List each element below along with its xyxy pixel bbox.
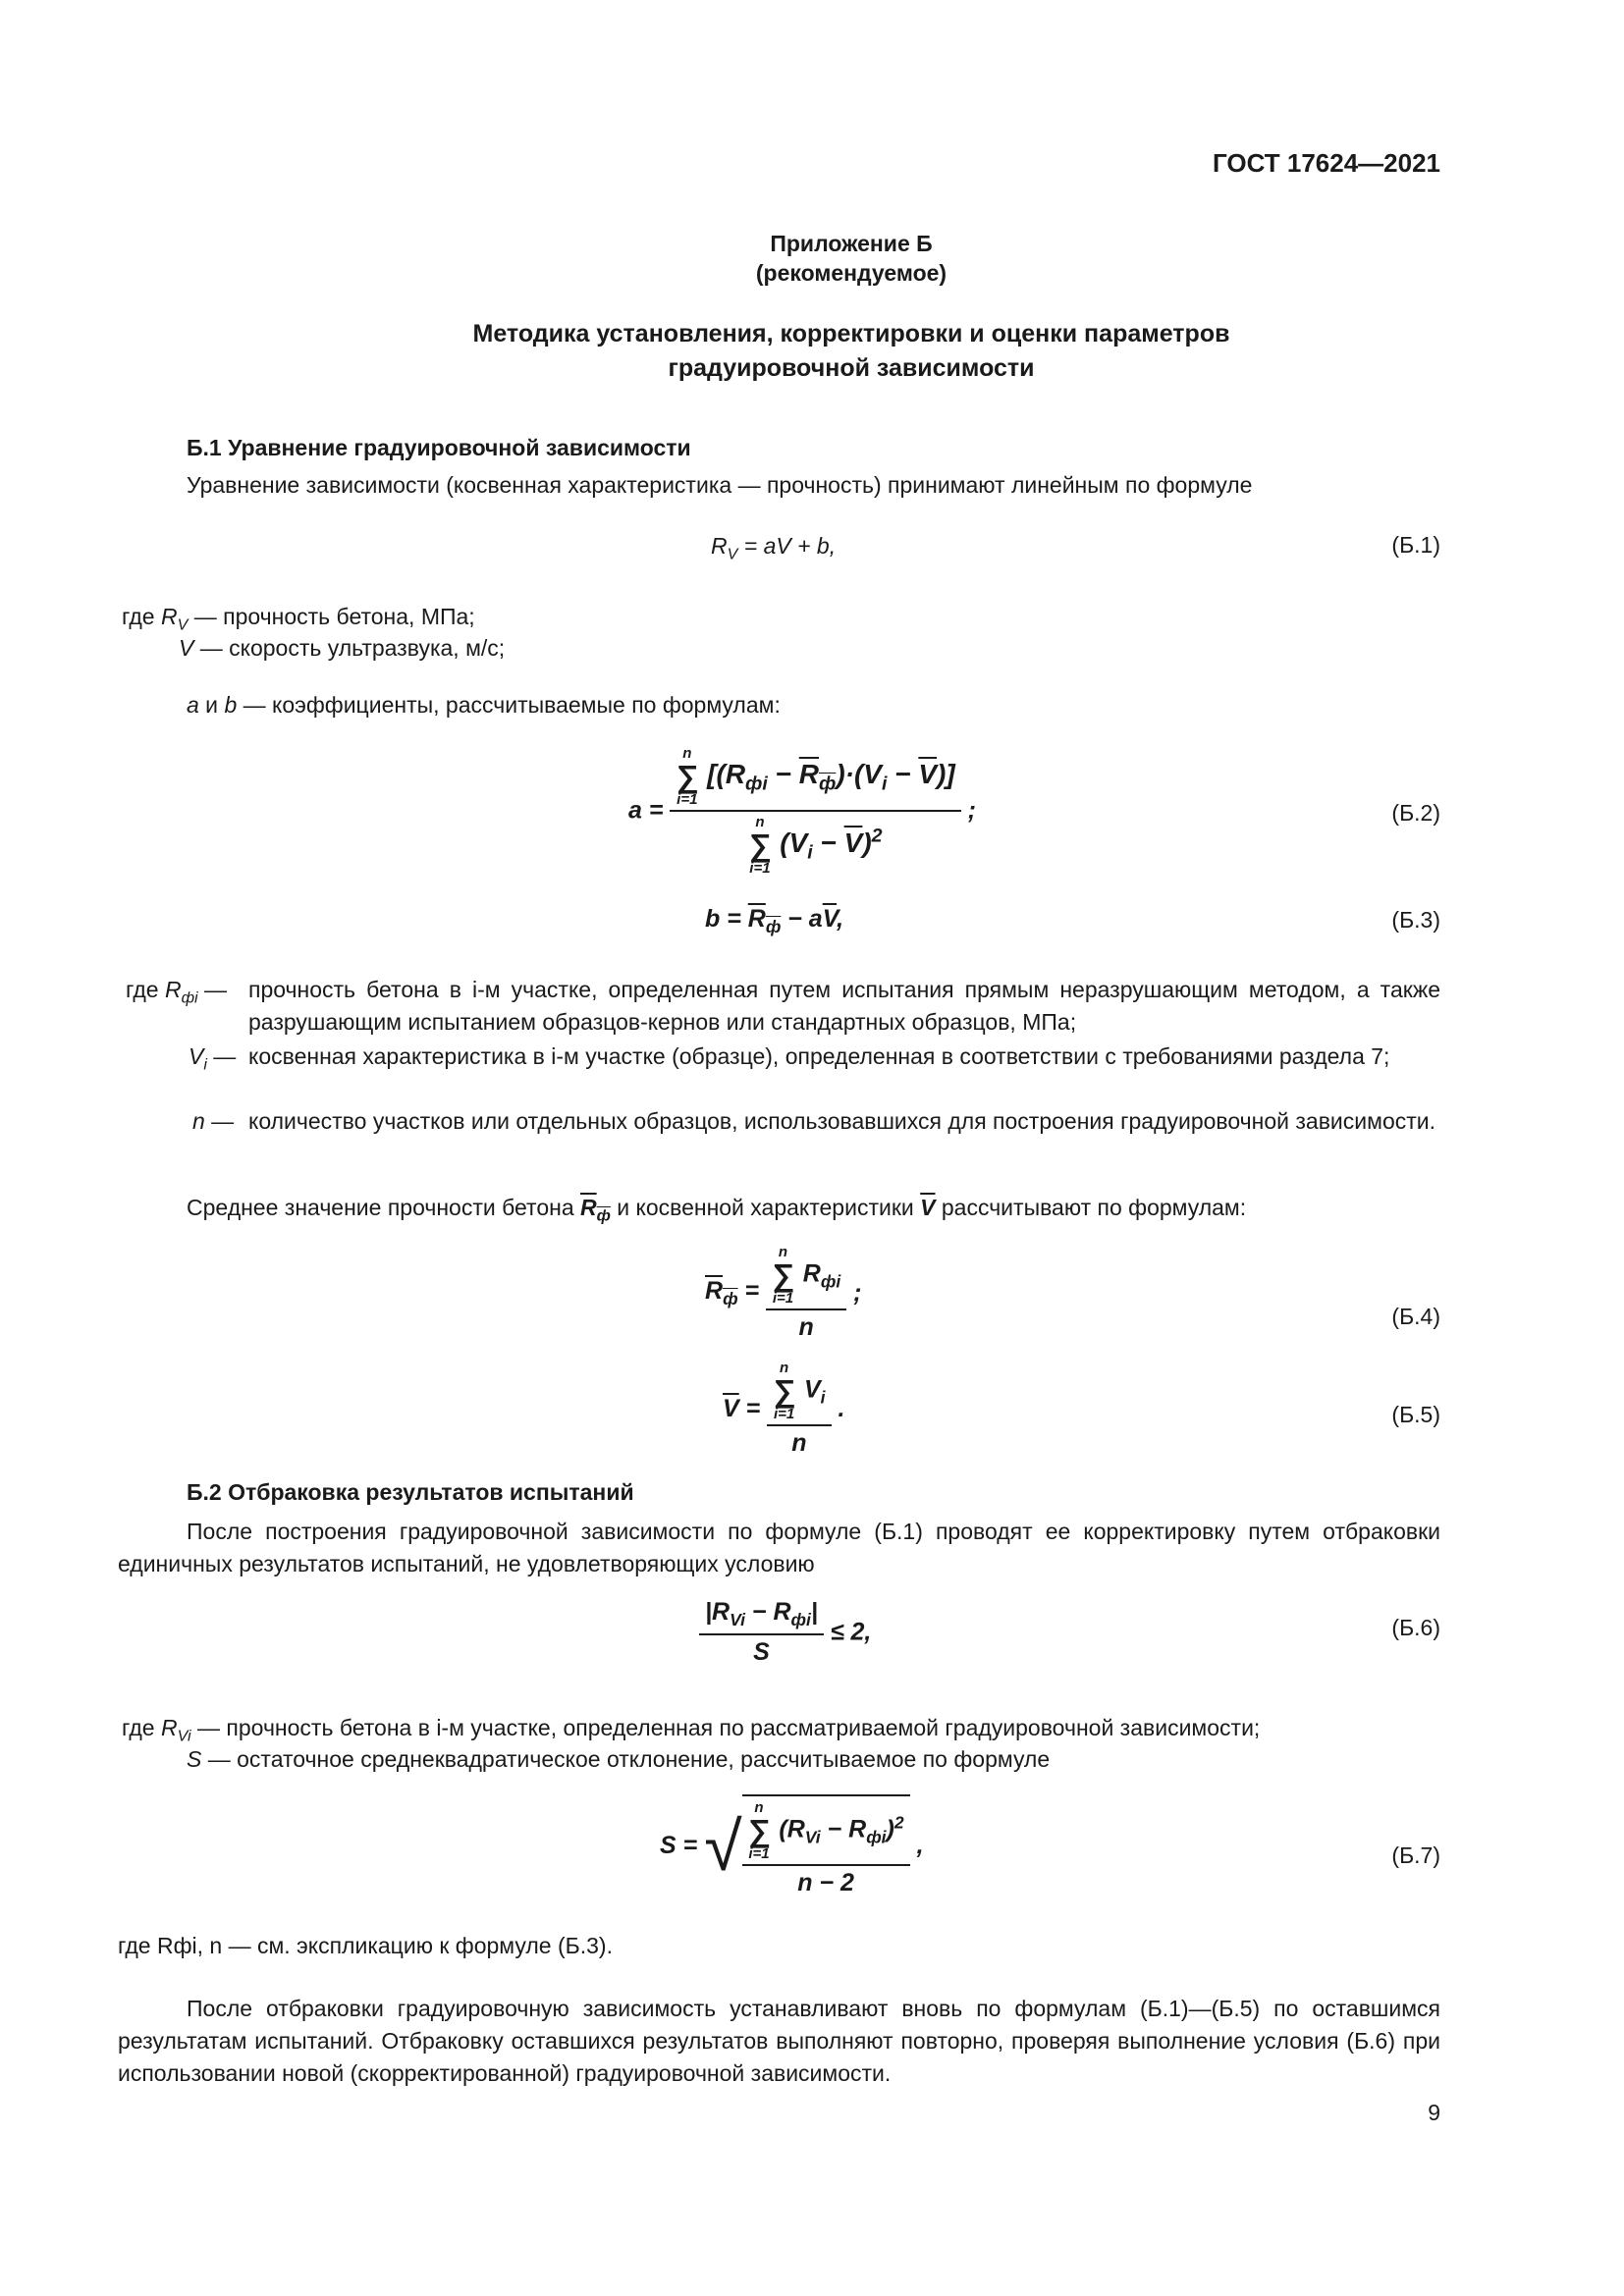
definition-vi-symbol: $V_i$ — bbox=[189, 1043, 237, 1074]
definition-rfi-text: прочность бетона в i-м участке, определенная путем испытания прямым неразрушающим методом, а также разрушающим испытанием образцов-кернов или стандартных образцов, МПа; bbox=[248, 977, 1440, 1035]
appendix-heading-line2: градуировочной зависимости bbox=[668, 354, 1035, 382]
equation-b3: $b = \overline{R}_ф - a\overline{V}$, bbox=[705, 905, 844, 936]
equation-number-b7: (Б.7) bbox=[1391, 1842, 1440, 1868]
definition-s: S — остаточное среднеквадратическое отклонение, рассчитываемое по формуле bbox=[187, 1746, 1051, 1772]
section-b1-title: Б.1 Уравнение градуировочной зависимости bbox=[187, 435, 691, 460]
mean-values-line: Среднее значение прочности бетона $\overline{R}_ф$ и косвенной характеристики $\overline{V}$ рассчитывают по формулам: bbox=[187, 1195, 1247, 1225]
coefficients-line: a и b — коэффициенты, рассчитываемые по формулам: bbox=[187, 692, 781, 718]
final-paragraph: После отбраковки градуировочную зависимость устанавливают вновь по формулам (Б.1)—(Б.5) по оставшимся результатам испытаний. Отбраковку оставшихся результатов выполняют повторно, проверяя выполнение условия (Б.6) при использовании новой (скорректированной) градуировочной зависимости. bbox=[118, 1996, 1440, 2086]
equation-number-b2: (Б.2) bbox=[1391, 800, 1440, 826]
equation-b5: $\overline{V}$ = n ∑ i=1 $V_i$ n . bbox=[723, 1360, 845, 1457]
equation-b7: S = √ n ∑ i=1 $(R_{Vi} - R_{фi})^2$ n − 2 , bbox=[660, 1794, 924, 1897]
equation-number-b4: (Б.4) bbox=[1391, 1304, 1440, 1329]
appendix-title: Приложение Б bbox=[770, 231, 933, 256]
standard-number: ГОСТ 17624—2021 bbox=[1213, 148, 1440, 178]
page-number: 9 bbox=[1428, 2100, 1440, 2125]
definition-rv: где $R_V$ — прочность бетона, МПа; bbox=[122, 604, 475, 634]
equation-b2: a = n ∑ i=1 $[(R_{фi} - \overline{R}_ф)\cdot(V_i - \overline{V})]$ n ∑ i=1 $(V_i - \overline{V})^2$ ; bbox=[628, 745, 976, 877]
equation-b4: $\overline{R}_ф$ = n ∑ i=1 $R_{фi}$ n ; bbox=[705, 1244, 862, 1341]
definition-vi-text: косвенная характеристика в i-м участке (образце), определенная в соответствии с требованиями раздела 7; bbox=[248, 1043, 1390, 1069]
equation-number-b6: (Б.6) bbox=[1391, 1615, 1440, 1640]
definition-n-text: количество участков или отдельных образцов, использовавшихся для построения градуировочной зависимости. bbox=[248, 1108, 1436, 1134]
definition-rfi-symbol: где $R_{фi}$ — bbox=[126, 977, 228, 1007]
appendix-heading-line1: Методика установления, корректировки и оценки параметров bbox=[472, 320, 1230, 347]
equation-b1: $R_V$ = aV + b, bbox=[711, 533, 837, 563]
equation-number-b1: (Б.1) bbox=[1391, 532, 1440, 558]
section-b2-title: Б.2 Отбраковка результатов испытаний bbox=[187, 1479, 634, 1505]
definition-reference: где Rфi, n — см. экспликацию к формуле (Б.3). bbox=[118, 1933, 613, 1958]
equation-number-b5: (Б.5) bbox=[1391, 1402, 1440, 1427]
equation-number-b3: (Б.3) bbox=[1391, 907, 1440, 933]
definition-v: V — скорость ультразвука, м/с; bbox=[179, 635, 506, 661]
appendix-status: (рекомендуемое) bbox=[755, 260, 947, 286]
section-b2-intro: После построения градуировочной зависимости по формуле (Б.1) проводят ее корректировку путем отбраковки единичных результатов испытаний, не удовлетворяющих условию bbox=[118, 1519, 1440, 1576]
definition-n-symbol: n — bbox=[192, 1108, 235, 1134]
definition-rvi: где $R_{Vi}$ — прочность бетона в i-м участке, определенная по рассматриваемой градуировочной зависимости; bbox=[122, 1715, 1261, 1745]
equation-b6: $\frac{|R_{Vi} - R_{фi}|}{S}$ ≤ 2, bbox=[699, 1598, 871, 1667]
section-b1-intro: Уравнение зависимости (косвенная характеристика — прочность) принимают линейным по формуле bbox=[187, 472, 1253, 498]
